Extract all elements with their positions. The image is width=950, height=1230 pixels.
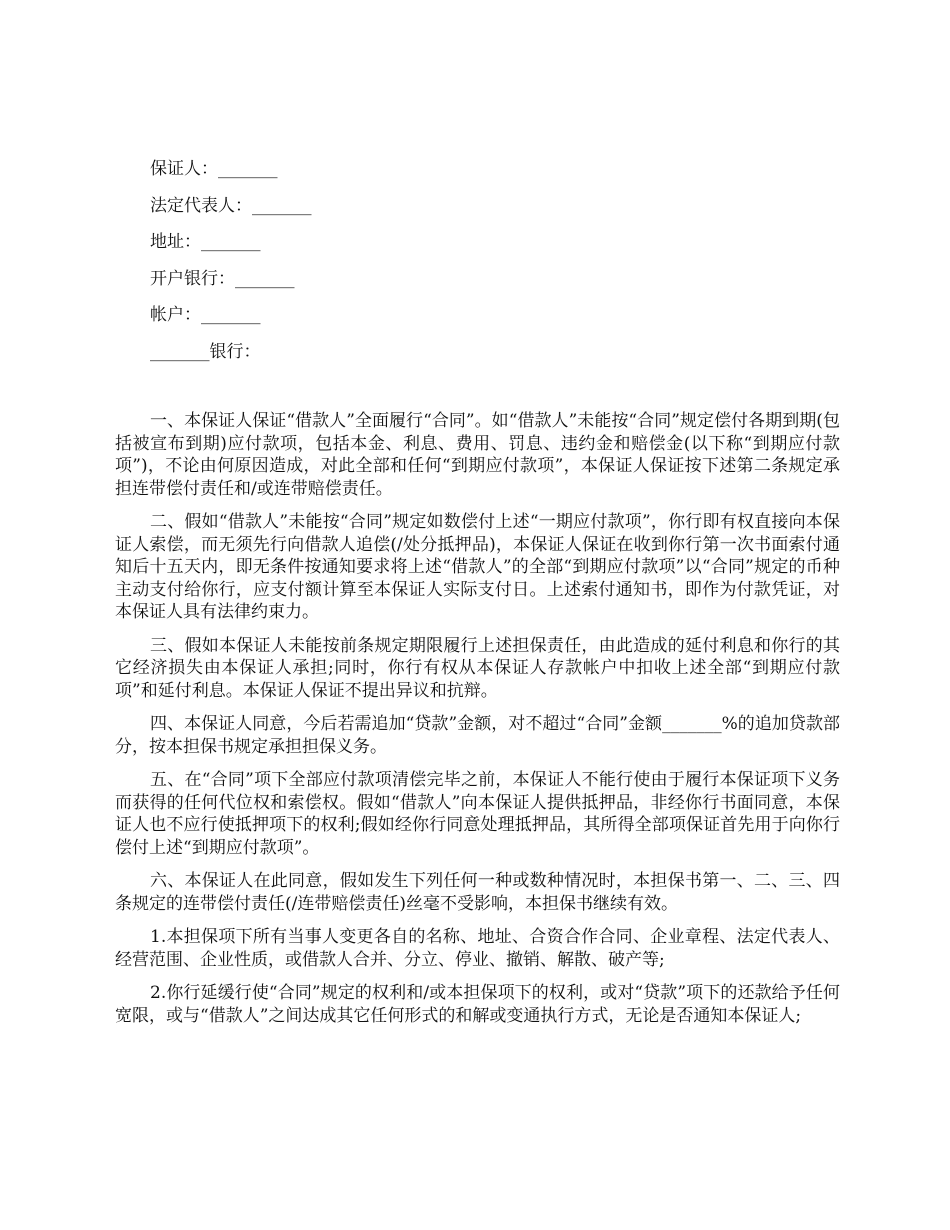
clause-6-item-1: 1.本担保项下所有当事人变更各自的名称、地址、合资合作合同、企业章程、法定代表人、经营范围、企业性质，或借款人合并、分立、停业、撤销、解散、破产等; xyxy=(115,927,840,970)
account-line: 帐户：_______ xyxy=(150,305,261,325)
clause-1: 一、本保证人保证“借款人”全面履行“合同”。如“借款人”未能按“合同”规定偿付各期到期(包括被宣布到期)应付款项，包括本金、利息、费用、罚息、违约金和赔偿金(以下称“到期应付款项”)，不论由何原因造成，对此全部和任何“到期应付款项”，本保证人保证按下述第二条规定承担连带偿付责任和/或连带赔偿责任。 xyxy=(115,411,840,499)
guarantor-line: 保证人：_______ xyxy=(150,159,278,179)
clause-6: 六、本保证人在此同意，假如发生下列任何一种或数种情况时，本担保书第一、二、三、四条规定的连带偿付责任(/连带赔偿责任)丝毫不受影响，本担保书继续有效。 xyxy=(115,871,840,914)
clause-5: 五、在“合同”项下全部应付款项清偿完毕之前，本保证人不能行使由于履行本保证项下义务而获得的任何代位权和索偿权。假如“借款人”向本保证人提供抵押品，非经你行书面同意，本保证人也不应行使抵押项下的权利;假如经你行同意处理抵押品，其所得全部项保证首先用于向你行偿付上述“到期应付款项”。 xyxy=(115,770,840,858)
legal-representative-line: 法定代表人：_______ xyxy=(150,195,312,216)
party-info-block xyxy=(150,158,810,377)
address-line: 地址：_______ xyxy=(150,232,261,252)
guarantee-clauses xyxy=(115,410,840,1038)
clause-2: 二、假如“借款人”未能按“合同”规定如数偿付上述“一期应付款项”，你行即有权直接向本保证人索偿，而无须先行向借款人追偿(/处分抵押品)，本保证人保证在收到你行第一次书面索付通知后十五天内，即无条件按通知要求将上述“借款人”的全部“到期应付款项”以“合同”规定的币种主动支付给你行，应支付额计算至本保证人实际支付日。上述索付通知书，即作为付款凭证，对本保证人具有法律约束力。 xyxy=(115,512,840,622)
addressee-bank-line: _______银行： xyxy=(150,341,261,362)
opening-bank-line: 开户银行：_______ xyxy=(150,268,295,289)
clause-4: 四、本保证人同意，今后若需追加“贷款”金额，对不超过“合同”金额_______%的追加贷款部分，按本担保书规定承担担保义务。 xyxy=(115,714,840,757)
clause-3: 三、假如本保证人未能按前条规定期限履行上述担保责任，由此造成的延付利息和你行的其它经济损失由本保证人承担;同时，你行有权从本保证人存款帐户中扣收上述全部“到期应付款项”和延付利息。本保证人保证不提出异议和抗辩。 xyxy=(115,635,840,701)
clause-6-item-2: 2.你行延缓行使“合同”规定的权利和/或本担保项下的权利，或对“贷款”项下的还款给予任何宽限，或与“借款人”之间达成其它任何形式的和解或变通执行方式，无论是否通知本保证人; xyxy=(115,983,840,1026)
